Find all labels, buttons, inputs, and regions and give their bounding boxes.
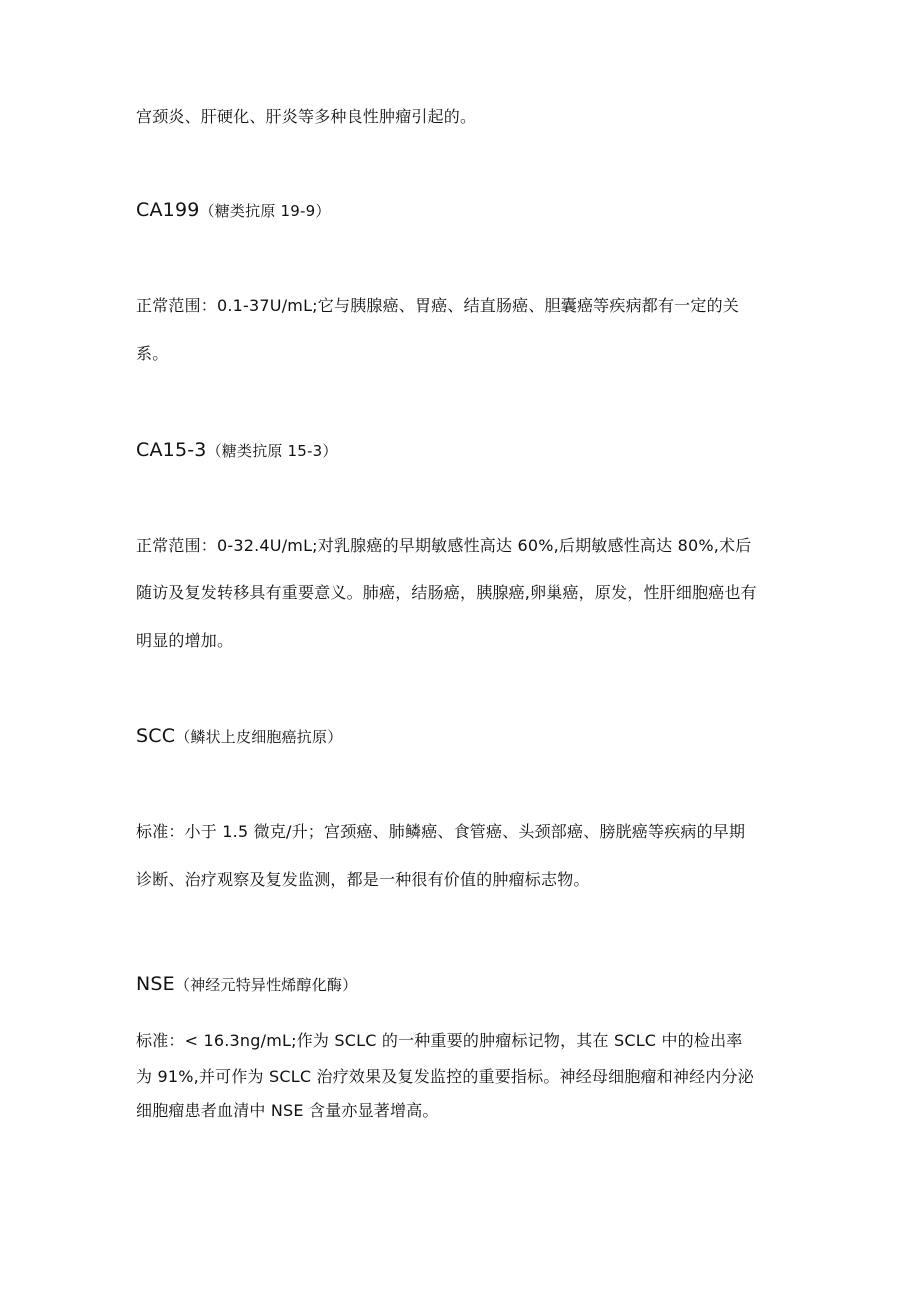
heading-code: NSE [136,973,175,995]
paragraph-line-nse-cont2: 细胞瘤患者血清中 NSE 含量亦显著增高。 [136,1101,439,1120]
paragraph-line-nse-standard: 标准：< 16.3ng/mL;作为 SCLC 的一种重要的肿瘤标记物，其在 SCLC 中的检出率 [136,1031,743,1050]
paragraph-line-ca15-3-range: 正常范围：0-32.4U/mL;对乳腺癌的早期敏感性高达 60%,后期敏感性高达 80%,术后 [136,536,752,555]
heading-description: （神经元特异性烯醇化酶） [174,976,358,994]
heading-description: （鳞状上皮细胞癌抗原） [175,728,343,746]
paragraph-line-ca199-cont: 系。 [136,344,169,363]
heading-code: SCC [136,725,176,747]
heading-ca15-3 [136,438,796,463]
heading-code: CA15-3 [136,439,207,461]
paragraph-line-scc-cont: 诊断、治疗观察及复发监测，都是一种很有价值的肿瘤标志物。 [136,870,590,889]
paragraph-line-ca15-3-cont1: 随访及复发转移具有重要意义。肺癌，结肠癌，胰腺癌,卵巢癌，原发，性肝细胞癌也有 [136,583,757,602]
heading-nse [136,972,796,997]
paragraph-line-benign-causes: 宫颈炎、肝硬化、肝炎等多种良性肿瘤引起的。 [136,107,477,126]
heading-description: （糖类抗原 15-3） [206,442,338,460]
paragraph-line-ca15-3-cont2: 明显的增加。 [136,631,234,650]
heading-scc [136,724,796,749]
heading-ca199 [136,198,796,223]
paragraph-line-scc-standard: 标准：小于 1.5 微克/升；宫颈癌、肺鳞癌、食管癌、头颈部癌、膀胱癌等疾病的早期 [136,822,746,841]
paragraph-line-ca199-range: 正常范围：0.1-37U/mL;它与胰腺癌、胃癌、结直肠癌、胆囊癌等疾病都有一定的关 [136,296,739,315]
heading-description: （糖类抗原 19-9） [199,202,331,220]
heading-code: CA199 [136,199,200,221]
paragraph-line-nse-cont1: 为 91%,并可作为 SCLC 治疗效果及复发监控的重要指标。神经母细胞瘤和神经内分泌 [136,1067,754,1086]
